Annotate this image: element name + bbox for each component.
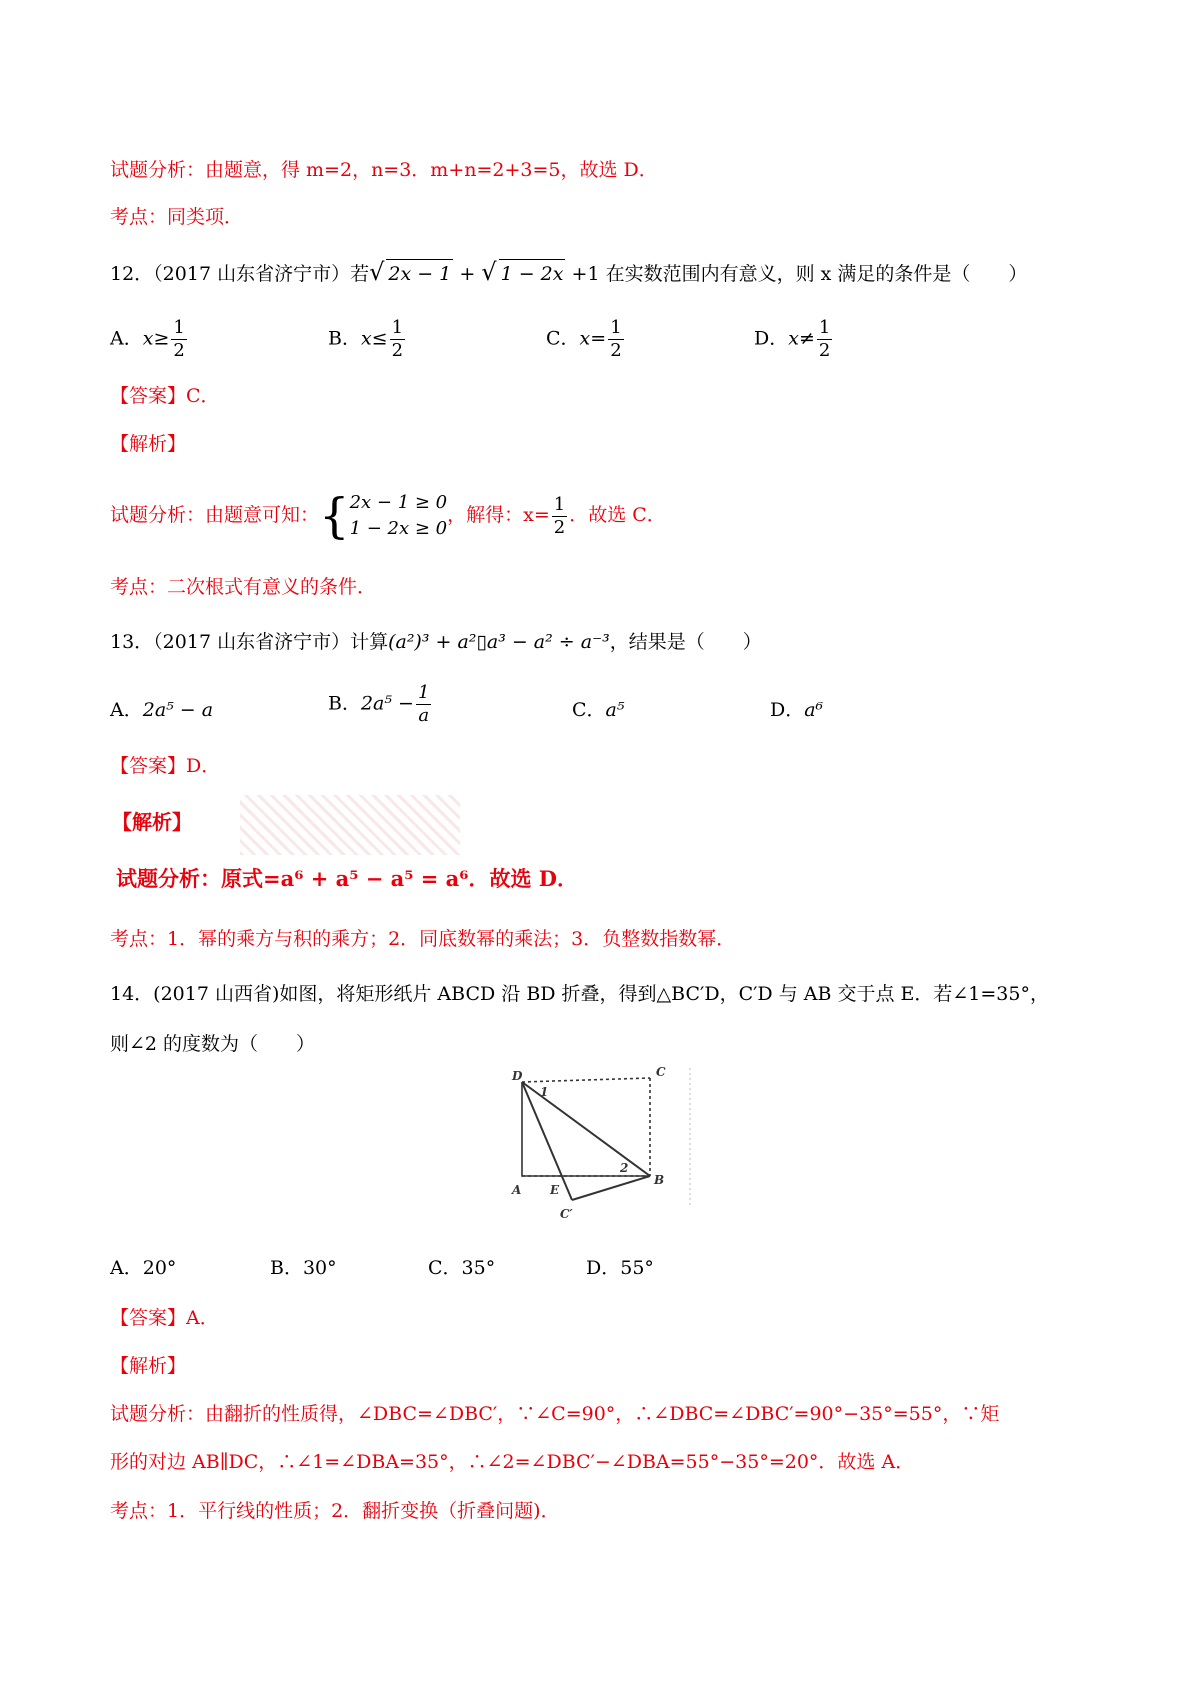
label-c-prime: C′ — [560, 1207, 573, 1221]
option-fraction — [817, 317, 832, 362]
option-text: 30° — [302, 1257, 337, 1279]
q12-option-d — [754, 317, 834, 362]
option-label: A． — [110, 699, 143, 721]
option-fraction — [416, 682, 431, 727]
q12-radicand-b: 1 − 2x — [499, 259, 566, 288]
fraction-denominator: 2 — [391, 340, 404, 361]
system-line-1: 2x − 1 ≥ 0 — [349, 492, 448, 513]
option-text: 20° — [142, 1257, 177, 1279]
q13-option-d — [770, 695, 823, 722]
option-lhs: x≥ — [142, 327, 170, 350]
fraction-denominator: 2 — [173, 340, 185, 361]
q13-answer: 【答案】D． — [110, 755, 221, 777]
label-d: D — [512, 1069, 523, 1083]
fraction-numerator: 1 — [553, 493, 566, 515]
q12-answer: 【答案】C． — [110, 385, 220, 407]
q13-tail: ，结果是（ ） — [609, 631, 762, 653]
sqrt-icon: √ — [481, 258, 497, 286]
q12-prefix: 12．（2017 山东省济宁市）若 — [110, 263, 370, 285]
q14-point: 考点：1．平行线的性质；2．翻折变换（折叠问题)． — [110, 1500, 560, 1522]
label-angle-2: 2 — [620, 1161, 629, 1175]
option-label: C． — [546, 327, 580, 350]
q13-prefix: 13．（2017 山东省济宁市）计算 — [110, 631, 389, 653]
label-a: A — [512, 1183, 522, 1197]
option-fraction — [608, 317, 623, 362]
q13-stem — [110, 628, 762, 656]
q12-option-b — [328, 317, 407, 362]
q14-option-d — [586, 1253, 654, 1280]
segment-bc-prime — [572, 1176, 650, 1200]
q13-option-a — [110, 695, 213, 722]
fraction-numerator: 1 — [417, 682, 430, 703]
fraction-denominator: a — [418, 705, 430, 726]
q12-option-c — [546, 317, 626, 362]
option-text: 2a⁵ − — [360, 692, 414, 715]
q14-option-c — [428, 1253, 495, 1280]
sqrt-icon: √ — [369, 258, 385, 286]
option-label: B． — [270, 1257, 303, 1279]
q13-jiexi: 【解析】 — [112, 810, 192, 834]
analysis-end: ．故选 C． — [569, 504, 666, 526]
q14-stem-line-1: 14．(2017 山西省)如图，将矩形纸片 ABCD 沿 BD 折叠，得到△BC′D，C′D 与 AB 交于点 E．若∠1=35°， — [110, 983, 1049, 1005]
q12-point: 考点：二次根式有意义的条件． — [110, 576, 377, 598]
option-label: A． — [110, 327, 143, 350]
fraction-denominator: 2 — [818, 340, 831, 361]
fraction-denominator: 2 — [553, 516, 566, 538]
rectangle-top-edge — [522, 1078, 650, 1082]
q14-analysis-line-1: 试题分析：由翻折的性质得，∠DBC=∠DBC′，∵∠C=90°，∴∠DBC=∠DBC′=90°−35°=55°，∵矩 — [110, 1403, 1000, 1425]
fraction-numerator: 1 — [391, 317, 404, 338]
q14-jiexi: 【解析】 — [110, 1355, 187, 1377]
fraction-numerator: 1 — [610, 317, 622, 338]
q14-option-a — [110, 1253, 176, 1280]
q13-point: 考点：1．幂的乘方与积的乘方；2．同底数幂的乘法；3．负整数指数幂． — [110, 928, 736, 950]
option-label: B． — [328, 692, 361, 715]
analysis-mid: ，解得：x= — [447, 504, 550, 526]
label-angle-1: 1 — [540, 1085, 549, 1099]
watermark — [240, 795, 460, 855]
q12-radicand-a: 2x − 1 — [386, 259, 453, 288]
q14-analysis-line-2: 形的对边 AB∥DC，∴∠1=∠DBA=35°，∴∠2=∠DBC′−∠DBA=55°−35°=20°．故选 A． — [110, 1451, 915, 1473]
option-text: 35° — [461, 1257, 496, 1279]
analysis-prefix: 试题分析：由题意可知： — [110, 504, 320, 526]
q13-option-c — [572, 695, 625, 722]
analysis-fraction — [552, 494, 567, 539]
q14-stem-line-2: 则∠2 的度数为（ ） — [110, 1033, 316, 1055]
q12-jiexi: 【解析】 — [110, 433, 187, 455]
fraction-numerator: 1 — [173, 317, 185, 338]
option-label: C． — [428, 1257, 462, 1279]
option-fraction — [390, 317, 405, 362]
q11-point: 考点：同类项． — [110, 206, 244, 228]
option-lhs: x≠ — [788, 327, 815, 350]
fraction-denominator: 2 — [610, 340, 622, 361]
q14-figure — [500, 1058, 715, 1223]
q11-analysis: 试题分析：由题意，得 m=2，n=3．m+n=2+3=5，故选 D． — [110, 159, 658, 181]
q12-option-a — [110, 317, 189, 362]
option-label: D． — [586, 1257, 621, 1279]
option-label: C． — [572, 699, 606, 721]
option-text: a⁵ — [605, 699, 625, 721]
option-label: D． — [754, 327, 789, 350]
option-label: A． — [110, 1257, 143, 1279]
option-lhs: x= — [579, 327, 607, 350]
inequality-system — [350, 490, 448, 542]
option-text: a⁶ — [804, 699, 824, 721]
q14-answer: 【答案】A． — [110, 1307, 219, 1329]
q13-option-b — [328, 682, 433, 727]
brace-icon: { — [319, 488, 350, 544]
q12-analysis — [110, 490, 666, 542]
q13-analysis: 试题分析：原式=a⁶ + a⁵ − a⁵ = a⁶．故选 D． — [116, 866, 578, 891]
q13-expression: (a²)³ + a²▯a³ − a² ÷ a⁻³ — [388, 631, 610, 653]
q14-option-b — [270, 1253, 337, 1280]
q12-plus: + — [453, 263, 482, 285]
option-text: 2a⁵ − a — [142, 699, 214, 721]
option-label: D． — [770, 699, 805, 721]
option-label: B． — [328, 327, 361, 350]
option-lhs: x≤ — [360, 327, 388, 350]
label-b: B — [654, 1173, 665, 1187]
q12-tail: +1 在实数范围内有意义，则 x 满足的条件是（ ） — [565, 263, 1028, 285]
label-e: E — [550, 1183, 560, 1197]
label-c: C — [656, 1065, 666, 1079]
system-line-2: 1 − 2x ≥ 0 — [349, 518, 448, 539]
option-text: 55° — [620, 1257, 654, 1279]
fraction-numerator: 1 — [818, 317, 831, 338]
q12-stem — [110, 258, 1027, 288]
option-fraction — [171, 317, 186, 362]
